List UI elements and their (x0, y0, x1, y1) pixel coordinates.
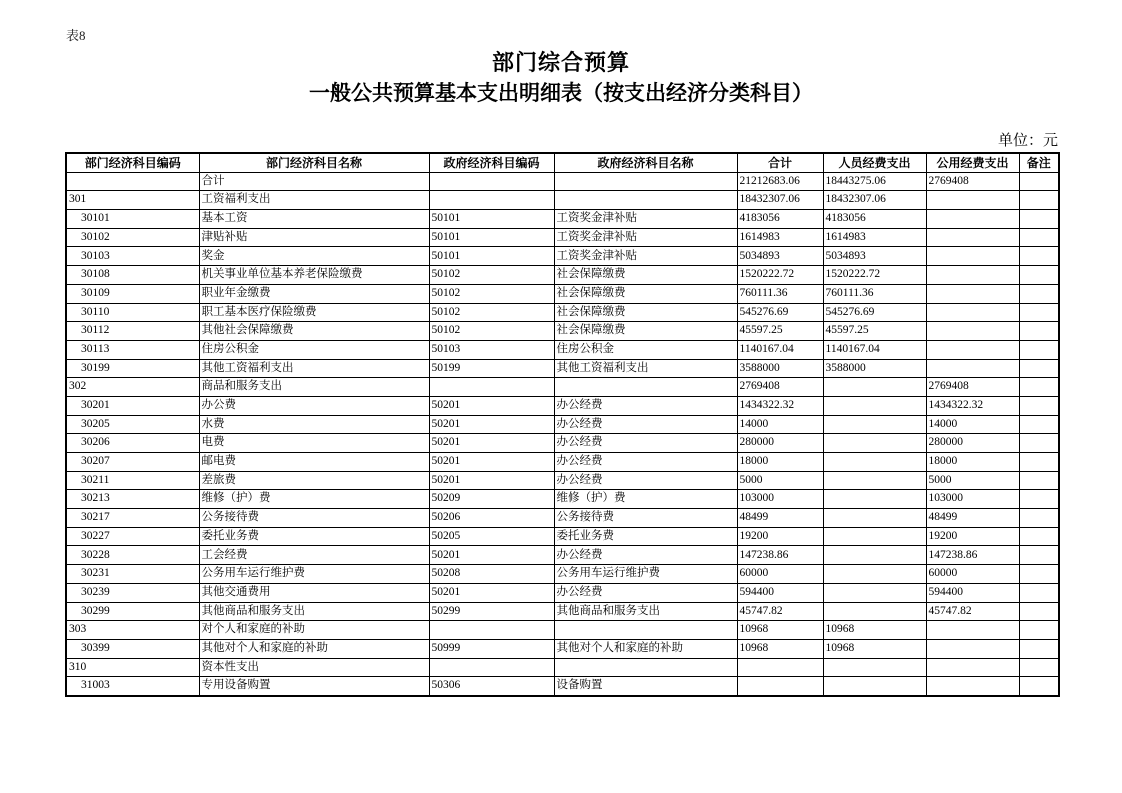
cell-personnel-expense (823, 583, 926, 602)
cell-gov-name: 办公经费 (554, 471, 737, 490)
cell-note (1019, 228, 1059, 247)
cell-public-expense: 14000 (926, 415, 1019, 434)
cell-gov-code (429, 621, 554, 640)
cell-gov-code (429, 378, 554, 397)
cell-gov-code: 50102 (429, 284, 554, 303)
cell-public-expense: 5000 (926, 471, 1019, 490)
cell-public-expense (926, 228, 1019, 247)
cell-gov-code: 50208 (429, 565, 554, 584)
cell-dept-name: 邮电费 (199, 453, 429, 472)
cell-gov-name: 委托业务费 (554, 527, 737, 546)
cell-gov-code: 50199 (429, 359, 554, 378)
cell-note (1019, 191, 1059, 210)
cell-total: 103000 (737, 490, 823, 509)
cell-total: 48499 (737, 509, 823, 528)
cell-public-expense (926, 639, 1019, 658)
cell-gov-code: 50299 (429, 602, 554, 621)
cell-note (1019, 284, 1059, 303)
cell-dept-code: 30299 (66, 602, 199, 621)
cell-personnel-expense (823, 602, 926, 621)
cell-personnel-expense (823, 434, 926, 453)
cell-gov-name: 社会保障缴费 (554, 322, 737, 341)
cell-dept-code: 30228 (66, 546, 199, 565)
cell-gov-code: 50201 (429, 471, 554, 490)
cell-gov-name: 社会保障缴费 (554, 284, 737, 303)
cell-dept-code: 30108 (66, 266, 199, 285)
cell-public-expense: 594400 (926, 583, 1019, 602)
cell-public-expense (926, 303, 1019, 322)
cell-dept-name: 委托业务费 (199, 527, 429, 546)
cell-personnel-expense (823, 471, 926, 490)
table-row (66, 602, 1059, 621)
form-number-label: 表8 (66, 28, 86, 43)
cell-dept-code: 30102 (66, 228, 199, 247)
cell-gov-code: 50102 (429, 266, 554, 285)
cell-dept-name: 住房公积金 (199, 340, 429, 359)
column-header: 政府经济科目名称 (554, 153, 737, 172)
cell-gov-code: 50201 (429, 396, 554, 415)
cell-note (1019, 677, 1059, 696)
cell-gov-name (554, 191, 737, 210)
cell-public-expense (926, 340, 1019, 359)
cell-note (1019, 527, 1059, 546)
table-row (66, 509, 1059, 528)
table-row (66, 340, 1059, 359)
table-row (66, 453, 1059, 472)
cell-total: 18000 (737, 453, 823, 472)
table-row (66, 378, 1059, 397)
cell-public-expense (926, 210, 1019, 229)
cell-gov-code (429, 191, 554, 210)
cell-public-expense (926, 359, 1019, 378)
cell-gov-name (554, 378, 737, 397)
table-header-row (66, 153, 1059, 172)
table-row (66, 639, 1059, 658)
cell-dept-code: 30205 (66, 415, 199, 434)
cell-gov-name: 社会保障缴费 (554, 303, 737, 322)
cell-gov-name: 办公经费 (554, 415, 737, 434)
cell-note (1019, 583, 1059, 602)
cell-gov-name (554, 172, 737, 191)
cell-personnel-expense: 760111.36 (823, 284, 926, 303)
cell-note (1019, 266, 1059, 285)
table-row (66, 359, 1059, 378)
cell-total: 545276.69 (737, 303, 823, 322)
cell-dept-code: 30103 (66, 247, 199, 266)
cell-dept-code: 302 (66, 378, 199, 397)
cell-public-expense (926, 266, 1019, 285)
table-row (66, 583, 1059, 602)
column-header: 政府经济科目编码 (429, 153, 554, 172)
cell-personnel-expense: 45597.25 (823, 322, 926, 341)
cell-dept-code: 30112 (66, 322, 199, 341)
cell-public-expense: 45747.82 (926, 602, 1019, 621)
table-row (66, 434, 1059, 453)
cell-gov-name: 公务接待费 (554, 509, 737, 528)
cell-gov-code: 50306 (429, 677, 554, 696)
cell-gov-code: 50201 (429, 415, 554, 434)
cell-dept-name: 其他工资福利支出 (199, 359, 429, 378)
table-row (66, 565, 1059, 584)
cell-gov-name: 办公经费 (554, 546, 737, 565)
table-row (66, 284, 1059, 303)
cell-personnel-expense (823, 509, 926, 528)
cell-dept-code: 303 (66, 621, 199, 640)
cell-personnel-expense: 1520222.72 (823, 266, 926, 285)
cell-personnel-expense (823, 677, 926, 696)
cell-public-expense: 60000 (926, 565, 1019, 584)
cell-total: 21212683.06 (737, 172, 823, 191)
cell-dept-name: 机关事业单位基本养老保险缴费 (199, 266, 429, 285)
cell-gov-name: 办公经费 (554, 583, 737, 602)
cell-total: 10968 (737, 621, 823, 640)
cell-note (1019, 639, 1059, 658)
cell-total: 2769408 (737, 378, 823, 397)
cell-dept-name: 维修（护）费 (199, 490, 429, 509)
cell-personnel-expense (823, 453, 926, 472)
page-subtitle: 一般公共预算基本支出明细表（按支出经济分类科目） (309, 81, 813, 105)
cell-gov-code: 50103 (429, 340, 554, 359)
cell-total: 1140167.04 (737, 340, 823, 359)
cell-note (1019, 415, 1059, 434)
table-row (66, 228, 1059, 247)
cell-dept-code: 30211 (66, 471, 199, 490)
page-title: 部门综合预算 (491, 50, 630, 75)
cell-total: 3588000 (737, 359, 823, 378)
cell-personnel-expense (823, 396, 926, 415)
cell-dept-name: 公务用车运行维护费 (199, 565, 429, 584)
cell-note (1019, 490, 1059, 509)
cell-gov-code: 50101 (429, 210, 554, 229)
cell-public-expense: 1434322.32 (926, 396, 1019, 415)
column-header: 合计 (737, 153, 823, 172)
cell-total: 280000 (737, 434, 823, 453)
cell-dept-code: 310 (66, 658, 199, 677)
cell-dept-code: 30227 (66, 527, 199, 546)
table-row (66, 247, 1059, 266)
cell-note (1019, 303, 1059, 322)
cell-gov-code: 50201 (429, 434, 554, 453)
cell-total: 45597.25 (737, 322, 823, 341)
cell-personnel-expense: 1614983 (823, 228, 926, 247)
cell-personnel-expense: 18432307.06 (823, 191, 926, 210)
cell-dept-code: 30206 (66, 434, 199, 453)
table-row (66, 210, 1059, 229)
cell-public-expense: 280000 (926, 434, 1019, 453)
cell-personnel-expense (823, 565, 926, 584)
cell-public-expense (926, 658, 1019, 677)
cell-gov-code: 50999 (429, 639, 554, 658)
table-row (66, 303, 1059, 322)
table-row (66, 172, 1059, 191)
cell-total: 18432307.06 (737, 191, 823, 210)
cell-public-expense (926, 191, 1019, 210)
cell-total: 5000 (737, 471, 823, 490)
cell-total: 19200 (737, 527, 823, 546)
cell-note (1019, 378, 1059, 397)
cell-gov-code: 50209 (429, 490, 554, 509)
cell-dept-code: 30109 (66, 284, 199, 303)
cell-gov-name: 维修（护）费 (554, 490, 737, 509)
cell-total: 594400 (737, 583, 823, 602)
cell-public-expense: 48499 (926, 509, 1019, 528)
cell-dept-name: 差旅费 (199, 471, 429, 490)
cell-gov-name (554, 658, 737, 677)
cell-note (1019, 434, 1059, 453)
cell-note (1019, 359, 1059, 378)
table-row (66, 322, 1059, 341)
cell-gov-code (429, 658, 554, 677)
cell-public-expense (926, 247, 1019, 266)
budget-detail-table (65, 152, 1060, 697)
cell-gov-code: 50205 (429, 527, 554, 546)
column-header: 备注 (1019, 153, 1059, 172)
cell-dept-name: 水费 (199, 415, 429, 434)
cell-personnel-expense: 4183056 (823, 210, 926, 229)
cell-gov-name: 其他商品和服务支出 (554, 602, 737, 621)
column-header: 公用经费支出 (926, 153, 1019, 172)
cell-public-expense: 147238.86 (926, 546, 1019, 565)
cell-dept-code: 30110 (66, 303, 199, 322)
cell-dept-name: 公务接待费 (199, 509, 429, 528)
cell-personnel-expense: 545276.69 (823, 303, 926, 322)
cell-dept-name: 基本工资 (199, 210, 429, 229)
cell-public-expense (926, 322, 1019, 341)
cell-dept-name: 电费 (199, 434, 429, 453)
cell-note (1019, 172, 1059, 191)
cell-gov-code: 50102 (429, 303, 554, 322)
cell-total: 14000 (737, 415, 823, 434)
cell-gov-code: 50206 (429, 509, 554, 528)
cell-total (737, 658, 823, 677)
table-row (66, 415, 1059, 434)
cell-note (1019, 247, 1059, 266)
cell-note (1019, 565, 1059, 584)
cell-gov-name: 其他工资福利支出 (554, 359, 737, 378)
cell-dept-name: 专用设备购置 (199, 677, 429, 696)
cell-dept-code: 30217 (66, 509, 199, 528)
cell-note (1019, 602, 1059, 621)
table-row (66, 191, 1059, 210)
cell-total: 1434322.32 (737, 396, 823, 415)
table-row (66, 621, 1059, 640)
cell-dept-name: 奖金 (199, 247, 429, 266)
cell-note (1019, 658, 1059, 677)
table-row (66, 471, 1059, 490)
cell-gov-name: 工资奖金津补贴 (554, 210, 737, 229)
cell-dept-name: 其他社会保障缴费 (199, 322, 429, 341)
cell-dept-code: 30213 (66, 490, 199, 509)
table-row (66, 527, 1059, 546)
cell-public-expense: 2769408 (926, 172, 1019, 191)
cell-personnel-expense: 10968 (823, 639, 926, 658)
cell-public-expense: 18000 (926, 453, 1019, 472)
cell-dept-code: 31003 (66, 677, 199, 696)
cell-dept-code: 30101 (66, 210, 199, 229)
cell-dept-name: 职工基本医疗保险缴费 (199, 303, 429, 322)
cell-note (1019, 453, 1059, 472)
cell-dept-code: 301 (66, 191, 199, 210)
cell-dept-code: 30399 (66, 639, 199, 658)
cell-personnel-expense (823, 490, 926, 509)
cell-note (1019, 210, 1059, 229)
cell-dept-code (66, 172, 199, 191)
cell-gov-code: 50201 (429, 453, 554, 472)
cell-gov-name (554, 621, 737, 640)
cell-note (1019, 471, 1059, 490)
cell-note (1019, 546, 1059, 565)
cell-gov-name: 办公经费 (554, 434, 737, 453)
cell-dept-name: 工会经费 (199, 546, 429, 565)
cell-personnel-expense: 1140167.04 (823, 340, 926, 359)
cell-dept-code: 30231 (66, 565, 199, 584)
cell-personnel-expense: 5034893 (823, 247, 926, 266)
cell-gov-name: 设备购置 (554, 677, 737, 696)
cell-note (1019, 621, 1059, 640)
cell-gov-name: 其他对个人和家庭的补助 (554, 639, 737, 658)
cell-gov-code: 50101 (429, 247, 554, 266)
cell-dept-code: 30239 (66, 583, 199, 602)
cell-gov-name: 办公经费 (554, 453, 737, 472)
cell-total: 60000 (737, 565, 823, 584)
cell-dept-code: 30113 (66, 340, 199, 359)
cell-public-expense: 19200 (926, 527, 1019, 546)
cell-dept-name: 其他商品和服务支出 (199, 602, 429, 621)
cell-personnel-expense (823, 546, 926, 565)
cell-gov-name: 工资奖金津补贴 (554, 228, 737, 247)
cell-dept-name: 办公费 (199, 396, 429, 415)
cell-gov-name: 住房公积金 (554, 340, 737, 359)
cell-public-expense (926, 284, 1019, 303)
cell-note (1019, 322, 1059, 341)
cell-dept-name: 工资福利支出 (199, 191, 429, 210)
cell-public-expense (926, 677, 1019, 696)
column-header: 人员经费支出 (823, 153, 926, 172)
column-header: 部门经济科目名称 (199, 153, 429, 172)
table-row (66, 677, 1059, 696)
cell-total: 45747.82 (737, 602, 823, 621)
table-row (66, 266, 1059, 285)
cell-dept-name: 资本性支出 (199, 658, 429, 677)
cell-public-expense: 103000 (926, 490, 1019, 509)
cell-gov-name: 社会保障缴费 (554, 266, 737, 285)
cell-dept-code: 30201 (66, 396, 199, 415)
cell-personnel-expense (823, 415, 926, 434)
cell-total (737, 677, 823, 696)
cell-gov-name: 公务用车运行维护费 (554, 565, 737, 584)
unit-label: 单位：元 (997, 133, 1058, 149)
cell-personnel-expense (823, 378, 926, 397)
cell-total: 10968 (737, 639, 823, 658)
cell-dept-code: 30207 (66, 453, 199, 472)
cell-dept-name: 其他对个人和家庭的补助 (199, 639, 429, 658)
cell-personnel-expense: 18443275.06 (823, 172, 926, 191)
column-header: 部门经济科目编码 (66, 153, 199, 172)
table-row (66, 396, 1059, 415)
cell-dept-name: 商品和服务支出 (199, 378, 429, 397)
cell-total: 760111.36 (737, 284, 823, 303)
cell-dept-name: 职业年金缴费 (199, 284, 429, 303)
cell-gov-name: 办公经费 (554, 396, 737, 415)
cell-gov-code: 50201 (429, 583, 554, 602)
cell-gov-code (429, 172, 554, 191)
cell-dept-code: 30199 (66, 359, 199, 378)
cell-gov-code: 50101 (429, 228, 554, 247)
cell-public-expense: 2769408 (926, 378, 1019, 397)
cell-total: 4183056 (737, 210, 823, 229)
table-row (66, 490, 1059, 509)
table-row (66, 546, 1059, 565)
cell-personnel-expense (823, 658, 926, 677)
cell-gov-code: 50201 (429, 546, 554, 565)
cell-dept-name: 合计 (199, 172, 429, 191)
cell-note (1019, 340, 1059, 359)
cell-dept-name: 其他交通费用 (199, 583, 429, 602)
cell-dept-name: 对个人和家庭的补助 (199, 621, 429, 640)
cell-total: 1614983 (737, 228, 823, 247)
cell-gov-code: 50102 (429, 322, 554, 341)
cell-total: 1520222.72 (737, 266, 823, 285)
cell-note (1019, 396, 1059, 415)
cell-note (1019, 509, 1059, 528)
cell-public-expense (926, 621, 1019, 640)
cell-gov-name: 工资奖金津补贴 (554, 247, 737, 266)
cell-total: 5034893 (737, 247, 823, 266)
table-row (66, 658, 1059, 677)
cell-personnel-expense: 10968 (823, 621, 926, 640)
cell-personnel-expense (823, 527, 926, 546)
cell-personnel-expense: 3588000 (823, 359, 926, 378)
cell-dept-name: 津贴补贴 (199, 228, 429, 247)
cell-total: 147238.86 (737, 546, 823, 565)
